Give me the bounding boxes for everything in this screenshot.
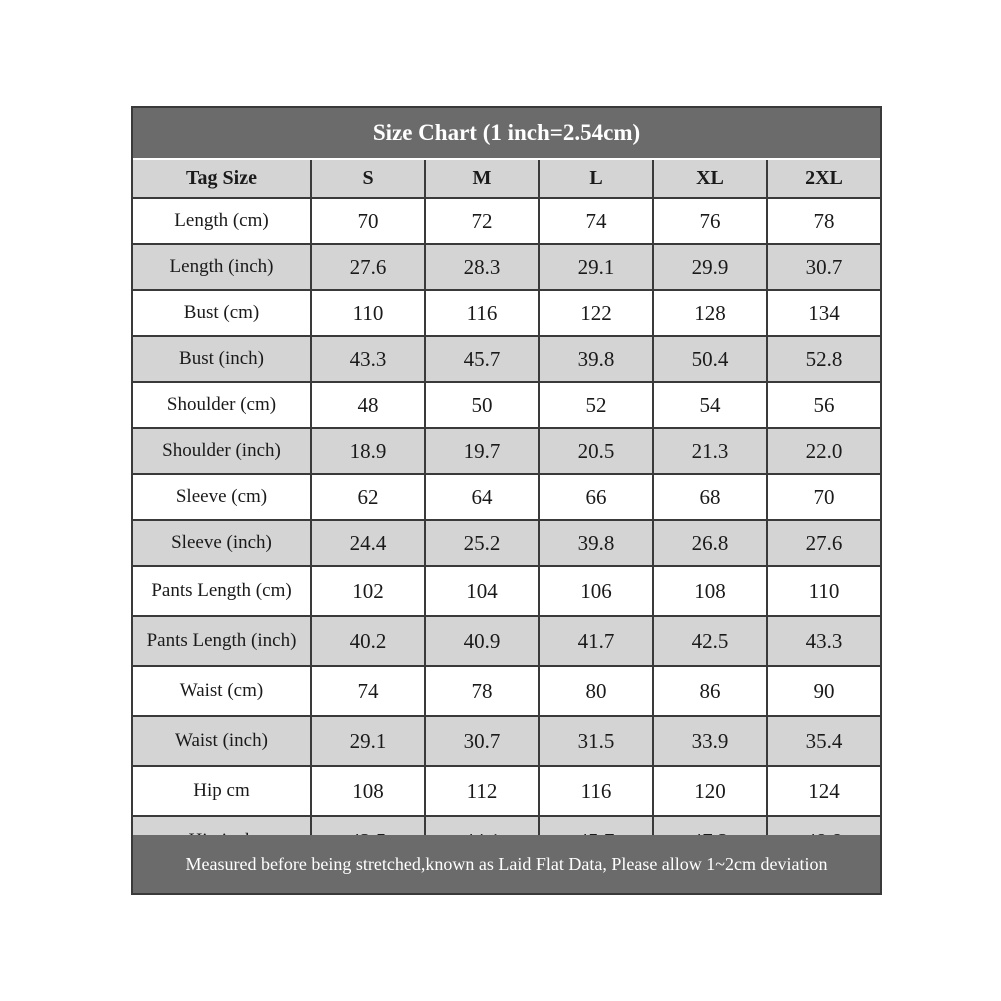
table-cell: 62 — [311, 474, 425, 520]
table-row — [133, 766, 880, 816]
table-row — [133, 336, 880, 382]
table-cell: 110 — [311, 290, 425, 336]
table-cell: 26.8 — [653, 520, 767, 566]
row-label: Length (inch) — [133, 244, 311, 290]
table-cell: 54 — [653, 382, 767, 428]
header-size: S — [311, 160, 425, 198]
table-cell: 48 — [311, 382, 425, 428]
row-label: Bust (inch) — [133, 336, 311, 382]
table-cell: 28.3 — [425, 244, 539, 290]
table-cell: 52.8 — [767, 336, 880, 382]
table-cell: 90 — [767, 666, 880, 716]
table-cell: 41.7 — [539, 616, 653, 666]
table-cell: 31.5 — [539, 716, 653, 766]
table-cell: 39.8 — [539, 336, 653, 382]
row-label: Shoulder (cm) — [133, 382, 311, 428]
table-cell: 27.6 — [311, 244, 425, 290]
table-cell: 42.5 — [653, 616, 767, 666]
table-cell: 35.4 — [767, 716, 880, 766]
table-cell: 70 — [311, 198, 425, 244]
table-row — [133, 244, 880, 290]
table-cell: 78 — [425, 666, 539, 716]
table-cell: 104 — [425, 566, 539, 616]
table-cell: 39.8 — [539, 520, 653, 566]
table-cell: 76 — [653, 198, 767, 244]
table-row — [133, 290, 880, 336]
table-cell: 22.0 — [767, 428, 880, 474]
table-cell: 43.3 — [767, 616, 880, 666]
row-label: Waist (inch) — [133, 716, 311, 766]
table-cell: 29.1 — [539, 244, 653, 290]
table-row — [133, 666, 880, 716]
table-row — [133, 198, 880, 244]
table-cell: 29.1 — [311, 716, 425, 766]
table-cell: 25.2 — [425, 520, 539, 566]
table-cell: 124 — [767, 766, 880, 816]
table-cell: 64 — [425, 474, 539, 520]
size-table — [133, 160, 880, 867]
table-cell: 18.9 — [311, 428, 425, 474]
table-cell: 70 — [767, 474, 880, 520]
table-cell: 66 — [539, 474, 653, 520]
table-row — [133, 520, 880, 566]
header-size: XL — [653, 160, 767, 198]
footer-note: Measured before being stretched,known as Laid Flat Data, Please allow 1~2cm deviation — [133, 835, 880, 893]
table-cell: 116 — [539, 766, 653, 816]
table-cell: 102 — [311, 566, 425, 616]
table-cell: 50 — [425, 382, 539, 428]
table-cell: 27.6 — [767, 520, 880, 566]
table-cell: 68 — [653, 474, 767, 520]
table-cell: 120 — [653, 766, 767, 816]
table-cell: 106 — [539, 566, 653, 616]
table-cell: 29.9 — [653, 244, 767, 290]
row-label: Hip cm — [133, 766, 311, 816]
table-cell: 116 — [425, 290, 539, 336]
table-cell: 74 — [311, 666, 425, 716]
table-cell: 50.4 — [653, 336, 767, 382]
row-label: Shoulder (inch) — [133, 428, 311, 474]
table-row — [133, 716, 880, 766]
table-row — [133, 474, 880, 520]
table-cell: 30.7 — [767, 244, 880, 290]
header-size: M — [425, 160, 539, 198]
table-row — [133, 428, 880, 474]
table-cell: 128 — [653, 290, 767, 336]
table-cell: 45.7 — [425, 336, 539, 382]
header-size: L — [539, 160, 653, 198]
table-cell: 74 — [539, 198, 653, 244]
table-cell: 19.7 — [425, 428, 539, 474]
row-label: Pants Length (cm) — [133, 566, 311, 616]
table-cell: 80 — [539, 666, 653, 716]
table-cell: 21.3 — [653, 428, 767, 474]
row-label: Length (cm) — [133, 198, 311, 244]
chart-title: Size Chart (1 inch=2.54cm) — [133, 108, 880, 160]
row-label: Pants Length (inch) — [133, 616, 311, 666]
row-label: Sleeve (cm) — [133, 474, 311, 520]
table-cell: 40.2 — [311, 616, 425, 666]
table-cell: 40.9 — [425, 616, 539, 666]
header-label: Tag Size — [133, 160, 311, 198]
table-cell: 112 — [425, 766, 539, 816]
table-cell: 33.9 — [653, 716, 767, 766]
table-body — [133, 160, 880, 866]
table-cell: 72 — [425, 198, 539, 244]
table-cell: 30.7 — [425, 716, 539, 766]
table-cell: 20.5 — [539, 428, 653, 474]
table-row — [133, 382, 880, 428]
header-size: 2XL — [767, 160, 880, 198]
row-label: Sleeve (inch) — [133, 520, 311, 566]
table-cell: 110 — [767, 566, 880, 616]
table-row — [133, 566, 880, 616]
table-row — [133, 616, 880, 666]
row-label: Bust (cm) — [133, 290, 311, 336]
table-header-row — [133, 160, 880, 198]
size-chart — [131, 106, 882, 895]
table-cell: 108 — [311, 766, 425, 816]
table-cell: 134 — [767, 290, 880, 336]
row-label: Waist (cm) — [133, 666, 311, 716]
table-cell: 43.3 — [311, 336, 425, 382]
table-cell: 56 — [767, 382, 880, 428]
table-cell: 108 — [653, 566, 767, 616]
table-cell: 52 — [539, 382, 653, 428]
table-cell: 122 — [539, 290, 653, 336]
table-cell: 78 — [767, 198, 880, 244]
table-cell: 86 — [653, 666, 767, 716]
table-cell: 24.4 — [311, 520, 425, 566]
